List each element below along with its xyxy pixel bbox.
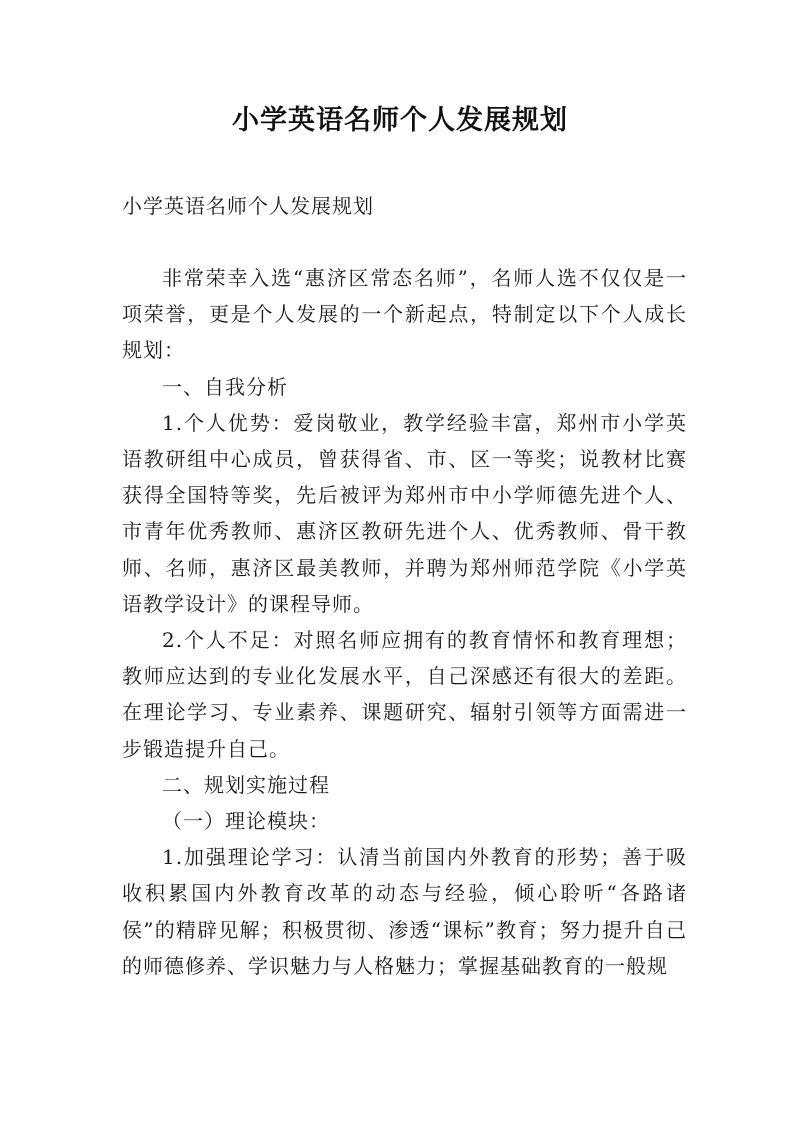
document-title: 小学英语名师个人发展规划 xyxy=(232,105,568,136)
theory-study-paragraph: 1.加强理论学习：认清当前国内外教育的形势；善于吸收积累国内外教育改革的动态与经验，倾心聆听“各路诸侯”的精辟见解；积极贯彻、渗透“课标”教育；努力提升自己的师德修养、学识魅力与人格魅力；掌握基础教育的一般规 xyxy=(122,845,687,978)
section-heading-implementation: 二、规划实施过程 xyxy=(162,772,330,797)
subsection-heading-theory: （一）理论模块： xyxy=(162,809,330,834)
strengths-paragraph: 1.个人优势：爱岗敬业，教学经验丰富，郑州市小学英语教研组中心成员，曾获得省、市、区一等奖；说教材比赛获得全国特等奖，先后被评为郑州市中小学师德先进个人、市青年优秀教师、惠济区教研先进个人、优秀教师、骨干教师、名师，惠济区最美教师，并聘为郑州师范学院《小学英语教学设计》的课程导师。 xyxy=(122,410,687,616)
weaknesses-paragraph: 2.个人不足：对照名师应拥有的教育情怀和教育理想；教师应达到的专业化发展水平，自己深感还有很大的差距。在理论学习、专业素养、课题研究、辐射引领等方面需进一步锻造提升自己。 xyxy=(122,628,687,761)
section-heading-self-analysis: 一、自我分析 xyxy=(162,374,288,399)
intro-paragraph: 非常荣幸入选“惠济区常态名师”，名师人选不仅仅是一项荣誉，更是个人发展的一个新起点，特制定以下个人成长规划： xyxy=(122,266,687,363)
document-subtitle: 小学英语名师个人发展规划 xyxy=(122,194,374,218)
document-body xyxy=(122,260,687,984)
